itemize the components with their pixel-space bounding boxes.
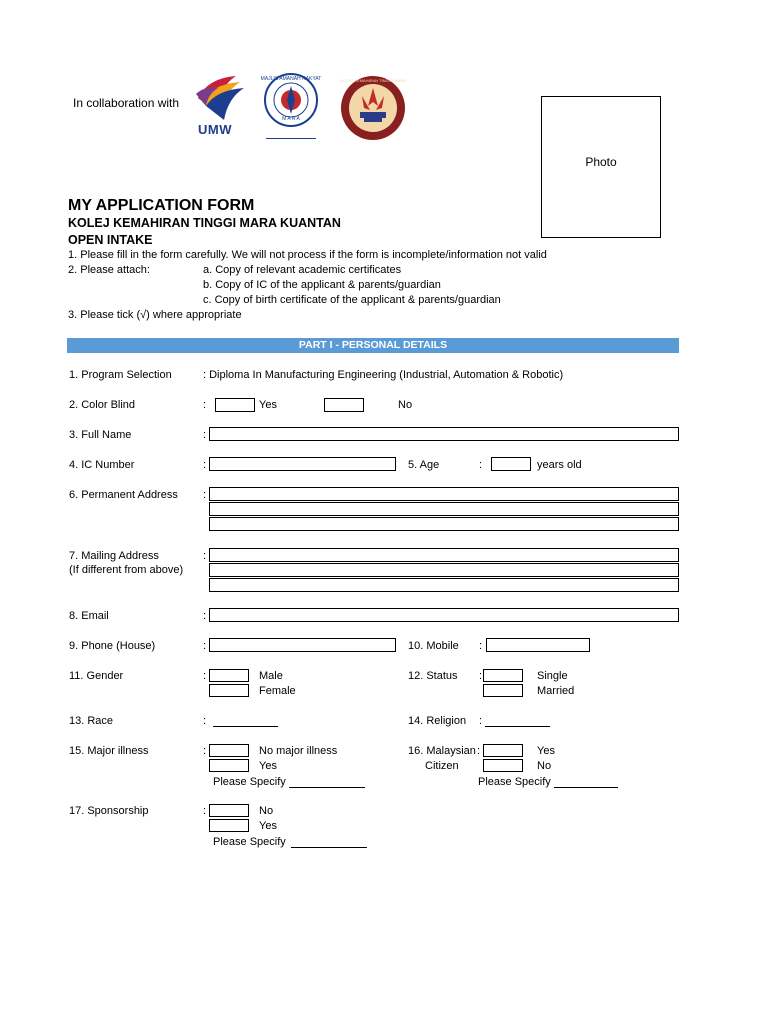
gender-male-label: Male <box>259 670 283 682</box>
mailing-address-line-1[interactable] <box>209 548 679 562</box>
sponsorship-yes-checkbox[interactable] <box>209 819 249 832</box>
sponsorship-specify-field[interactable] <box>291 847 367 848</box>
form-title: MY APPLICATION FORM <box>68 197 255 214</box>
mobile-field[interactable] <box>486 638 590 652</box>
umw-logo-text: UMW <box>198 122 232 137</box>
religion-field[interactable] <box>485 726 550 727</box>
major-illness-colon: : <box>203 745 207 757</box>
umw-logo <box>194 72 248 140</box>
instruction-2a: a. Copy of relevant academic certificates <box>203 264 402 276</box>
citizen-no-checkbox[interactable] <box>483 759 523 772</box>
age-label: 5. Age <box>408 459 440 471</box>
mara-logo <box>256 72 326 142</box>
citizen-please-specify-label: Please Specify <box>478 776 551 788</box>
color-blind-colon: : <box>203 399 207 411</box>
years-old-label: years old <box>537 459 582 471</box>
major-illness-label: 15. Major illness <box>69 745 149 757</box>
gender-label: 11. Gender <box>69 670 124 682</box>
mara-logo-text: MAJLIS AMANAH RAKYAT <box>260 76 322 82</box>
color-blind-no-label: No <box>398 399 413 411</box>
collaboration-text: In collaboration with <box>73 96 180 110</box>
email-label: 8. Email <box>69 610 109 622</box>
color-blind-yes-label: Yes <box>259 399 277 411</box>
sponsorship-label: 17. Sponsorship <box>69 805 149 817</box>
mailing-address-line-3[interactable] <box>209 578 679 592</box>
ic-number-label: 4. IC Number <box>69 459 135 471</box>
gender-female-label: Female <box>259 685 296 697</box>
status-single-label: Single <box>537 670 568 682</box>
age-colon: : <box>479 459 483 471</box>
instruction-3: 3. Please tick (√) where appropriate <box>68 309 242 321</box>
status-married-label: Married <box>537 685 575 697</box>
no-major-illness-checkbox[interactable] <box>209 744 249 757</box>
email-colon: : <box>203 610 207 622</box>
sponsorship-no-label: No <box>259 805 274 817</box>
mobile-colon: : <box>479 640 483 652</box>
race-field[interactable] <box>213 726 278 727</box>
umw-logo-icon <box>194 72 248 124</box>
gender-male-checkbox[interactable] <box>209 669 249 682</box>
religion-colon: : <box>479 715 483 727</box>
program-label: 1. Program Selection <box>69 369 172 381</box>
status-single-checkbox[interactable] <box>483 669 523 682</box>
permanent-address-line-1[interactable] <box>209 487 679 501</box>
phone-house-colon: : <box>203 640 207 652</box>
citizen-no-label: No <box>537 760 552 772</box>
gender-colon: : <box>203 670 207 682</box>
full-name-colon: : <box>203 429 207 441</box>
major-illness-yes-checkbox[interactable] <box>209 759 249 772</box>
permanent-address-label: 6. Permanent Address <box>69 489 178 501</box>
citizen-label: Citizen <box>425 760 459 772</box>
email-field[interactable] <box>209 608 679 622</box>
kktm-logo <box>340 72 406 144</box>
status-colon: : <box>479 670 483 682</box>
sponsorship-please-specify-label: Please Specify <box>213 836 286 848</box>
photo-label: Photo <box>585 155 617 169</box>
instruction-2: 2. Please attach: <box>68 264 150 276</box>
citizen-yes-checkbox[interactable] <box>483 744 523 757</box>
permanent-address-line-2[interactable] <box>209 502 679 516</box>
no-major-illness-label: No major illness <box>259 745 338 757</box>
race-label: 13. Race <box>69 715 114 727</box>
illness-specify-field[interactable] <box>289 787 365 788</box>
mailing-address-sublabel: (If different from above) <box>69 564 184 576</box>
color-blind-no-checkbox[interactable] <box>324 398 364 412</box>
kktm-logo-text: KOLEJ KEMAHIRAN TINGGI MARA <box>340 78 406 83</box>
religion-label: 14. Religion <box>408 715 467 727</box>
mailing-address-label: 7. Mailing Address <box>69 550 159 562</box>
major-illness-yes-label: Yes <box>259 760 277 772</box>
mara-logo-bottom-text: M A R A <box>282 116 300 122</box>
full-name-label: 3. Full Name <box>69 429 132 441</box>
college-name: KOLEJ KEMAHIRAN TINGGI MARA KUANTAN <box>68 216 341 230</box>
malaysian-label: 16. Malaysian <box>408 745 476 757</box>
phone-house-label: 9. Phone (House) <box>69 640 156 652</box>
ic-number-field[interactable] <box>209 457 396 471</box>
age-field[interactable] <box>491 457 531 471</box>
status-married-checkbox[interactable] <box>483 684 523 697</box>
sponsorship-no-checkbox[interactable] <box>209 804 249 817</box>
phone-house-field[interactable] <box>209 638 396 652</box>
status-label: 12. Status <box>408 670 458 682</box>
jawi-script-decoration <box>266 128 316 139</box>
sponsorship-yes-label: Yes <box>259 820 277 832</box>
full-name-field[interactable] <box>209 427 679 441</box>
color-blind-yes-checkbox[interactable] <box>215 398 255 412</box>
mobile-label: 10. Mobile <box>408 640 459 652</box>
mailing-address-colon: : <box>203 550 207 562</box>
ic-number-colon: : <box>203 459 207 471</box>
illness-please-specify-label: Please Specify <box>213 776 286 788</box>
race-colon: : <box>203 715 207 727</box>
gender-female-checkbox[interactable] <box>209 684 249 697</box>
program-value: : Diploma In Manufacturing Engineering (Industrial, Automation & Robotic) <box>203 369 564 381</box>
permanent-address-line-3[interactable] <box>209 517 679 531</box>
photo-box[interactable] <box>541 96 661 238</box>
instruction-2b: b. Copy of IC of the applicant & parents/guardian <box>203 279 441 291</box>
intake-label: OPEN INTAKE <box>68 233 153 247</box>
sponsorship-colon: : <box>203 805 207 817</box>
color-blind-label: 2. Color Blind <box>69 399 136 411</box>
citizen-yes-label: Yes <box>537 745 555 757</box>
mailing-address-line-2[interactable] <box>209 563 679 577</box>
permanent-address-colon: : <box>203 489 207 501</box>
part-1-header: PART I - PERSONAL DETAILS <box>67 338 679 353</box>
citizen-specify-field[interactable] <box>554 787 618 788</box>
instruction-1: 1. Please fill in the form carefully. We will not process if the form is incomplete/information not valid <box>68 249 547 261</box>
instruction-2c: c. Copy of birth certificate of the applicant & parents/guardian <box>203 294 501 306</box>
malaysian-colon: : <box>477 745 481 757</box>
